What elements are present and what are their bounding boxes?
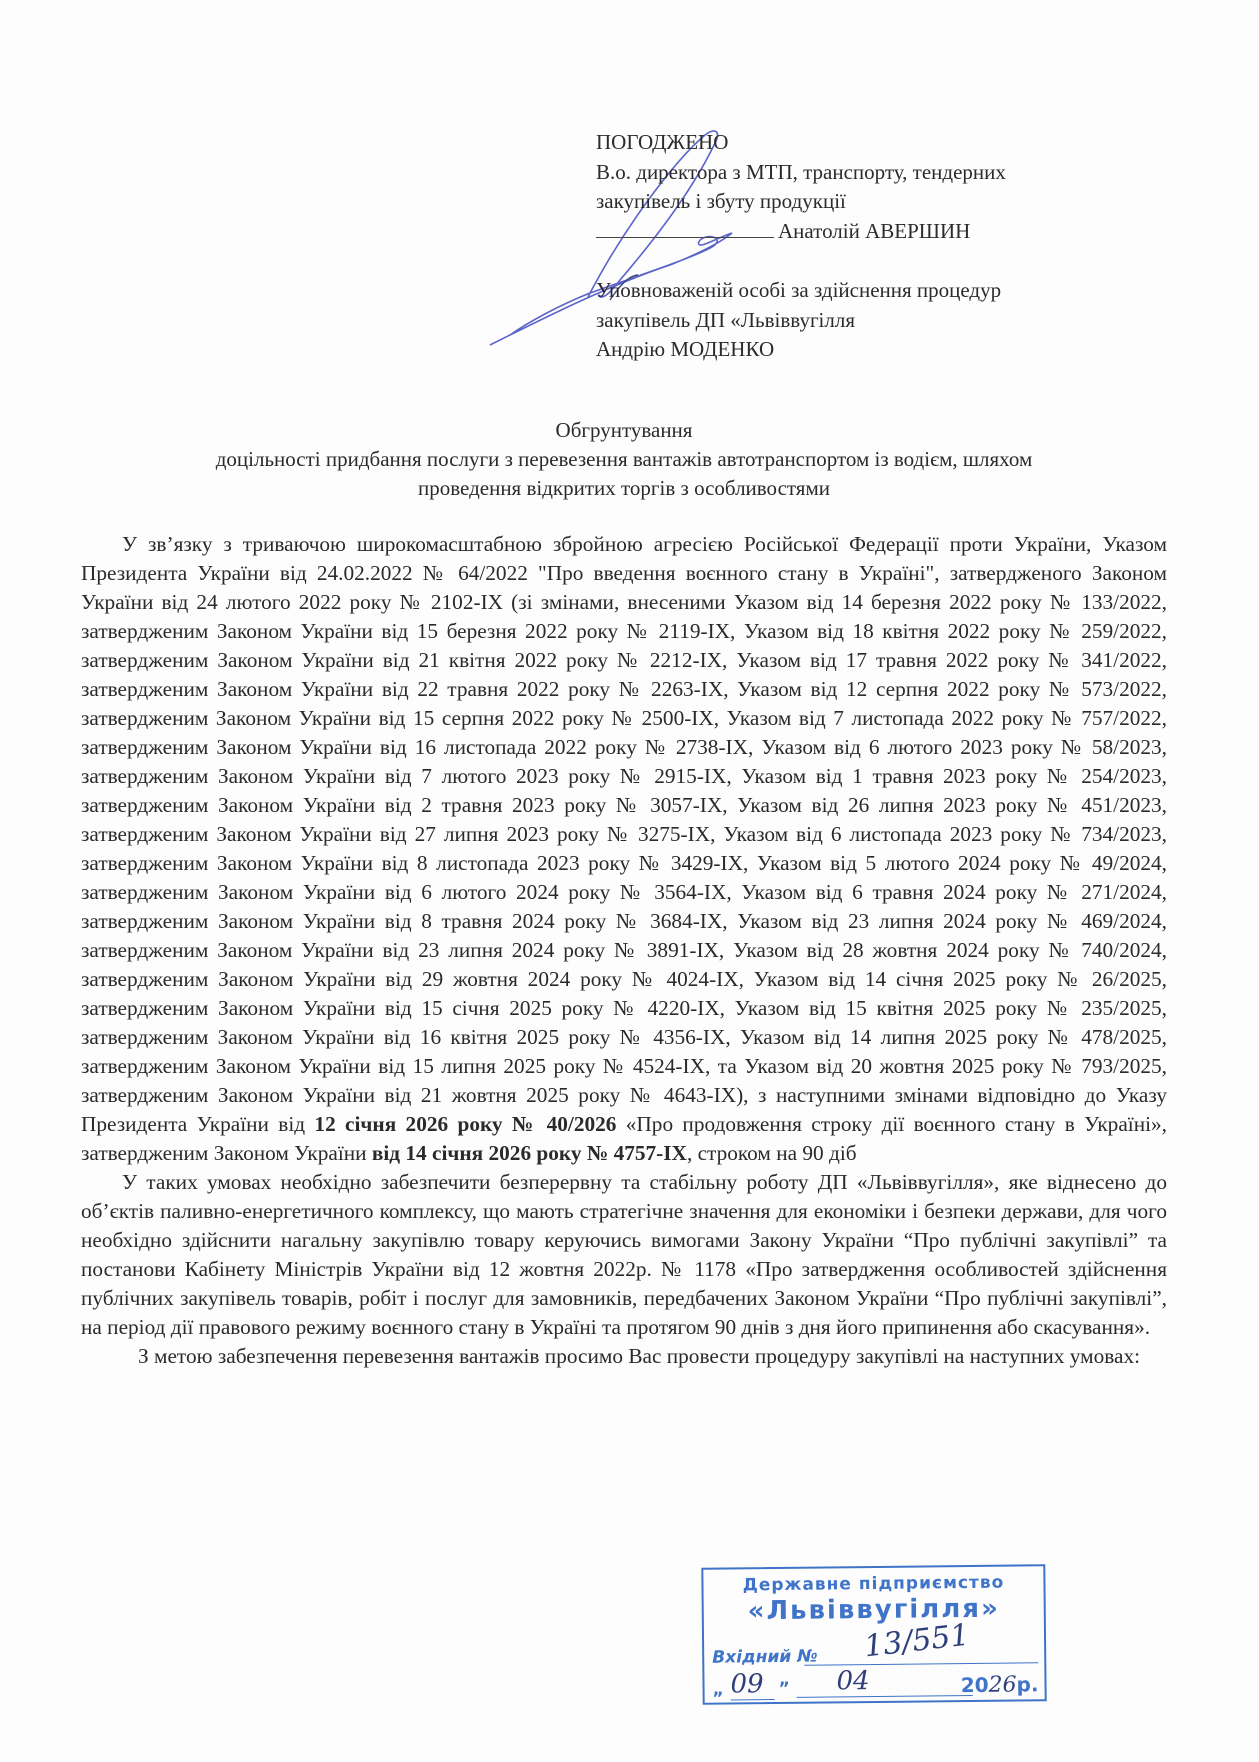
paragraph-2: У таких умовах необхідно забезпечити безперервну та стабільну роботу ДП «Львіввугілля», яке віднесено до об’єктів паливно-енергетичного комплексу, що мають стратегічне значення для економіки і безпеки держави, для чого необхідно здійснити нагальну закупівлю товару керуючись вимогами Закону України “Про публічні закупівлі” та постанови Кабінету Міністрів України від 12 жовтня 2022р. № 1178 «Про затвердження особливостей здійснення публічних закупівель товарів, робіт і послуг для замовників, передбачених Законом України “Про публічні закупівлі”, на період дії правового режиму воєнного стану в Україні та протягом 90 днів з дня його припинення або скасування». — [81, 1170, 1167, 1339]
document-body — [81, 530, 1167, 1371]
stamp-org-name: «Львіввугілля» — [747, 1593, 1000, 1627]
approval-block — [596, 128, 1156, 365]
stamp-org-type: Державне підприємство — [742, 1572, 1005, 1596]
title-line1: Обгрунтування — [555, 418, 693, 442]
document-title — [81, 416, 1167, 503]
stamp-month: 04 — [796, 1665, 972, 1698]
approver-position: В.о. директора з МТП, транспорту, тендерних — [596, 159, 1006, 184]
title-line3: проведення відкритих торгів з особливостями — [418, 476, 830, 500]
title-line2: доцільності придбання послуги з перевезення вантажів автотранспортом із водієм, шляхом — [215, 447, 1033, 471]
approver-name: Анатолій АВЕРШИН — [778, 218, 971, 243]
paragraph-3: З метою забезпечення перевезення вантажів просимо Вас провести процедуру закупівлі на наступних умовах: — [138, 1344, 1141, 1368]
decree-reference-bold: 12 січня 2026 року № 40/2026 — [314, 1112, 617, 1136]
incoming-registration-stamp — [701, 1564, 1046, 1705]
stamp-year: 2026р. — [960, 1672, 1039, 1698]
paragraph-1: У зв’язку з триваючою широкомасштабною збройною агресією Російської Федерації проти України, Указом Президента України від 24.02.2022 № 64/2022 "Про введення воєнного стану в Україні", затвердженого Законом України від 24 лютого 2022 року № 2102-IX (зі змінами, внесеними Указом від 14 березня 2022 року № 133/2022, затвердженим Законом України від 15 березня 2022 року № 2119-IX, Указом від 18 квітня 2022 року № 259/2022, затвердженим Законом України від 21 квітня 2022 року № 2212-IX, Указом від 17 травня 2022 року № 341/2022, затвердженим Законом України від 22 травня 2022 року № 2263-IX, Указом від 12 серпня 2022 року № 573/2022, затвердженим Законом України від 15 серпня 2022 року № 2500-IX, Указом від 7 листопада 2022 року № 757/2022, затвердженим Законом України від 16 листопада 2022 року № 2738-IX, Указом від 6 лютого 2023 року № 58/2023, затвердженим Законом України від 7 лютого 2023 року № 2915-IX, Указом від 1 травня 2023 року № 254/2023, затвердженим Законом України від 2 травня 2023 року № 3057-IX, Указом від 26 липня 2023 року № 451/2023, затвердженим Законом України від 27 липня 2023 року № 3275-IX, Указом від 6 листопада 2023 року № 734/2023, затвердженим Законом України від 8 листопада 2023 року № 3429-IX, Указом від 5 лютого 2024 року № 49/2024, затвердженим Законом України від 6 лютого 2024 року № 3564-IX, Указом від 6 травня 2024 року № 271/2024, затвердженим Законом України від 8 травня 2024 року № 3684-IX, Указом від 23 липня 2024 року № 469/2024, затвердженим Законом України від 23 липня 2024 року № 3891-IX, Указом від 28 жовтня 2024 року № 740/2024, затвердженим Законом України від 29 жовтня 2024 року № 4024-IX, Указом від 14 січня 2025 року № 26/2025, затвердженим Законом України від 15 січня 2025 року № 4220-IX, Указом від 15 квітня 2025 року № 235/2025, затвердженим Законом України від 16 квітня 2025 року № 4356-IX, Указом від 14 липня 2025 року № 478/2025, затвердженим Законом України від 15 липня 2025 року № 4524-IX, та Указом від 20 жовтня 2025 року № 793/2025, затвердженим Законом України від 21 жовтня 2025 року № 4643-IX), з наступними змінами відповідно до Указу Президента України від 12 січня 2026 року № 40/2026 «Про продовження строку дії воєнного стану в Україні», затвердженим Законом України від 14 січня 2026 року № 4757-IX, строком на 90 діб — [81, 532, 1167, 1165]
stamp-incoming-number: 13/551 — [862, 1617, 972, 1665]
approver-position-cont: закупівель і збуту продукції — [596, 189, 846, 213]
addressee-line1: Уповноваженій особі за здійснення процедур — [596, 278, 1002, 302]
stamp-day: 09 — [730, 1669, 774, 1700]
approver-signature-line — [596, 217, 1156, 247]
addressee-line2: закупівель ДП «Львіввугілля — [596, 307, 856, 332]
signature-underline — [596, 217, 774, 238]
stamp-date-line: „ 09 ” 04 2026р. — [712, 1666, 1039, 1700]
addressee-name: Андрію МОДЕНКО — [596, 337, 775, 361]
stamp-incoming-label: Вхідний № — [712, 1646, 818, 1668]
law-reference-bold: від 14 січня 2026 року № 4757-IX — [371, 1141, 687, 1165]
approval-heading: ПОГОДЖЕНО — [596, 130, 729, 154]
